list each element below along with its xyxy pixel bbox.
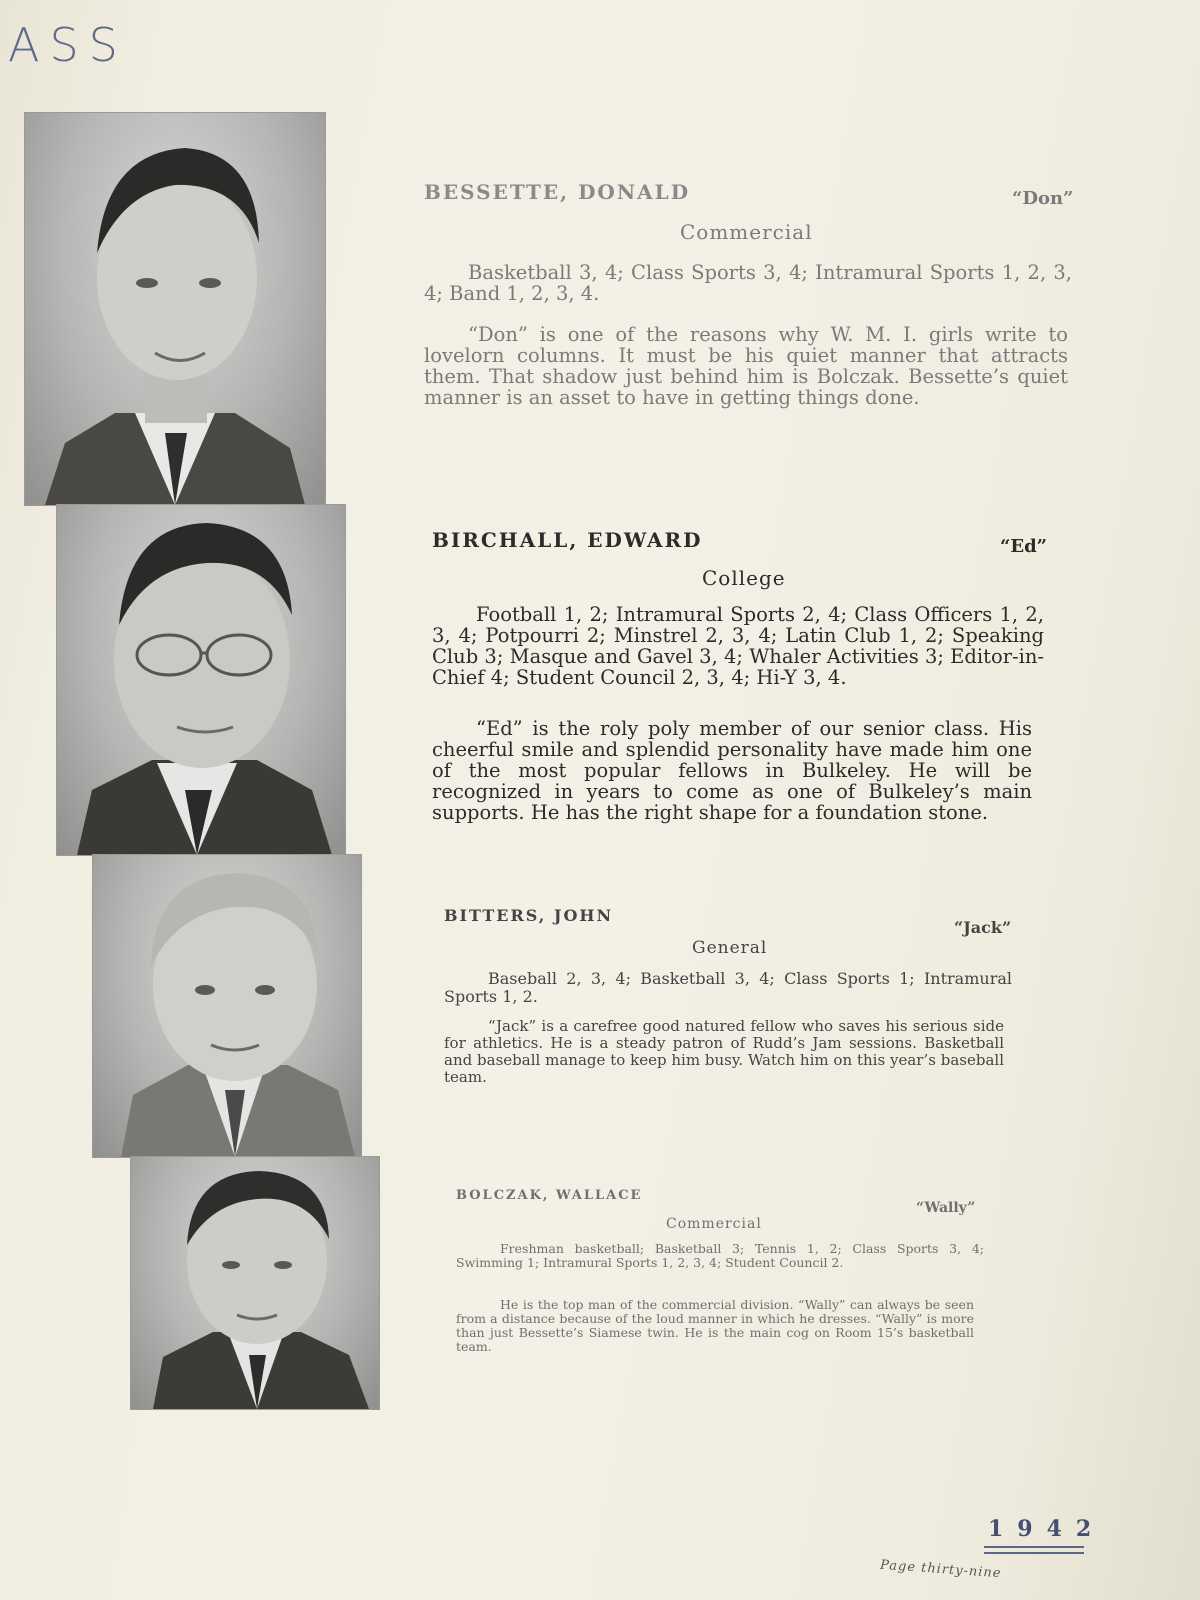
student-description: “Don” is one of the reasons why W. M. I. girls write to lovelorn columns. It must be his quiet manner that attracts them. That shadow just behind him is Bolczak. Bessette’s quiet manner is an asset to have in getting things done.: [424, 323, 1068, 409]
student-name: BOLCZAK, WALLACE: [456, 1188, 643, 1203]
student-name: BESSETTE, DONALD: [424, 180, 691, 204]
portrait-photo-bitters: [92, 854, 362, 1158]
yearbook-year: 1942: [988, 1516, 1106, 1542]
footer-rule-bottom: [984, 1552, 1084, 1554]
student-activities: Freshman basketball; Basketball 3; Tennis 1, 2; Class Sports 3, 4; Swimming 1; Intramural Sports 1, 2, 3, 4; Student Council 2.: [456, 1241, 984, 1270]
student-entry-bitters: [444, 906, 1024, 1106]
student-description: “Ed” is the roly poly member of our senior class. His cheerful smile and splendid personality have made him one of the most popular fellows in Bulkeley. He will be recognized in years to come as one of Bulkeley’s main supports. He has the right shape for a foundation stone.: [432, 717, 1032, 824]
portrait-photo-bessette: [24, 112, 326, 506]
portrait-photo-birchall: [56, 504, 346, 856]
portrait-photo-bolczak: [130, 1156, 380, 1410]
student-description: He is the top man of the commercial division. “Wally” can always be seen from a distance because of the loud manner in which he dresses. “Wally” is more than just Bessette’s Siamese twin. He is the main cog on Room 15’s basketball team.: [456, 1297, 974, 1354]
student-course: College: [702, 566, 786, 590]
student-activities: Basketball 3, 4; Class Sports 3, 4; Intramural Sports 1, 2, 3, 4; Band 1, 2, 3, 4.: [424, 261, 1072, 305]
page-header-fragment: ASS: [8, 18, 128, 72]
student-name: BIRCHALL, EDWARD: [432, 528, 703, 552]
student-course: Commercial: [666, 1216, 762, 1232]
student-course: Commercial: [680, 220, 813, 244]
page-number: Page thirty-nine: [879, 1557, 1002, 1582]
student-entry-bessette: [424, 180, 1076, 440]
student-entry-bolczak: [456, 1188, 996, 1378]
student-activities: Baseball 2, 3, 4; Basketball 3, 4; Class Sports 1; Intramural Sports 1, 2.: [444, 969, 1012, 1006]
student-course: General: [692, 938, 768, 958]
student-activities: Football 1, 2; Intramural Sports 2, 4; Class Officers 1, 2, 3, 4; Potpourri 2; Minstrel 2, 3, 4; Latin Club 1, 2; Speaking Club 3; Masque and Gavel 3, 4; Whaler Activities 3; Editor-in-Chief 4; Student Council 2, 3, 4; Hi-Y 3, 4.: [432, 603, 1044, 689]
student-entry-birchall: [432, 528, 1056, 828]
student-nickname: “Ed”: [1000, 536, 1048, 557]
student-nickname: “Wally”: [916, 1200, 976, 1216]
student-description: “Jack” is a carefree good natured fellow who saves his serious side for athletics. He is a steady patron of Rudd’s Jam sessions. Basketball and baseball manage to keep him busy. Watch him on this year’s baseball team.: [444, 1017, 1004, 1086]
student-name: BITTERS, JOHN: [444, 906, 614, 925]
student-nickname: “Don”: [1012, 188, 1074, 209]
student-nickname: “Jack”: [954, 918, 1012, 937]
footer-rule-top: [984, 1546, 1084, 1548]
